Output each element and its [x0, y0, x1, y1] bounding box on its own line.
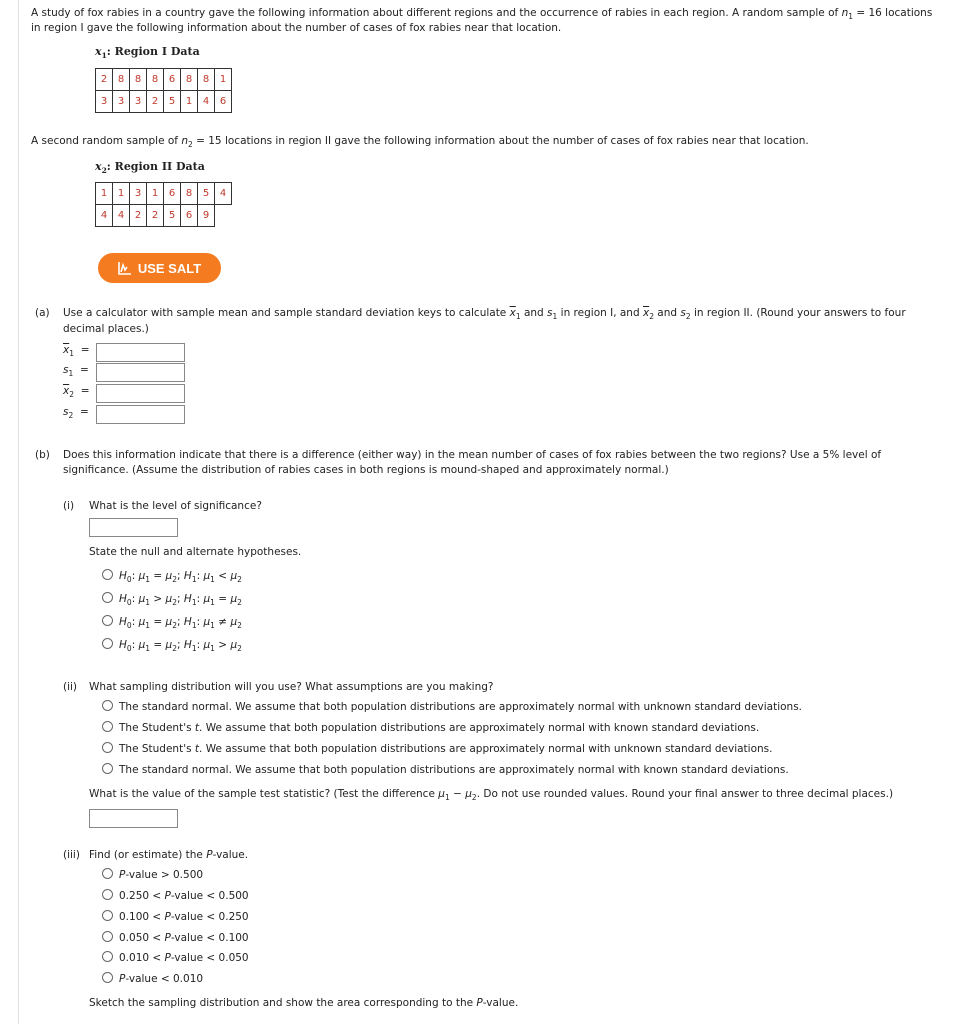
pvalue-option-2[interactable]: 0.250 < P-value < 0.500: [102, 889, 249, 902]
s2-label: $s_2$ =: [63, 406, 89, 420]
s2-input[interactable]: [96, 405, 185, 424]
radio-button[interactable]: [102, 569, 113, 580]
radio-button[interactable]: [102, 951, 113, 962]
pvalue-option-1[interactable]: P-value > 0.500: [102, 868, 203, 881]
intro-line-2: in region I gave the following information about the number of cases of fox rabies near that location.: [31, 22, 562, 34]
region2-title: $x_2$: Region II Data: [95, 160, 205, 175]
radio-button[interactable]: [102, 763, 113, 774]
hypotheses-prompt: State the null and alternate hypotheses.: [89, 546, 302, 558]
part-iii-question: Find (or estimate) the P-value.: [89, 849, 249, 861]
test-statistic-input[interactable]: [89, 809, 178, 828]
radio-button[interactable]: [102, 889, 113, 900]
distribution-option-4[interactable]: The standard normal. We assume that both population distributions are approximately normal with known standard deviations.: [102, 763, 789, 776]
intro-line-1: A study of fox rabies in a country gave the following information about different regions and the occurrence of rabies in each region. A random sample of $n_1 = 16$ locations: [31, 7, 933, 21]
part-i-label: (i): [63, 500, 75, 512]
hypothesis-option-4[interactable]: $H_0$: $\mu_1 = \mu_2$; $H_1$: $\mu_1 > \mu_2$: [102, 638, 242, 651]
part-iii-label: (iii): [63, 849, 80, 861]
radio-button[interactable]: [102, 592, 113, 603]
region1-row-1: 2 8 8 8 6 8 8 1: [96, 69, 232, 91]
hypothesis-option-1[interactable]: $H_0$: $\mu_1 = \mu_2$; $H_1$: $\mu_1 < \mu_2$: [102, 569, 242, 582]
s1-input[interactable]: [96, 363, 185, 382]
radio-button[interactable]: [102, 721, 113, 732]
x2-label: $\overline{x}_2$ =: [63, 385, 90, 399]
part-a-label: (a): [35, 307, 50, 319]
test-statistic-prompt: What is the value of the sample test statistic? (Test the difference $\mu_1 - \mu_2$. Do not use rounded values. Round your final answer to three decimal places.): [89, 788, 894, 802]
part-ii-question: What sampling distribution will you use? What assumptions are you making?: [89, 681, 494, 693]
pvalue-option-5[interactable]: 0.010 < P-value < 0.050: [102, 951, 249, 964]
radio-button[interactable]: [102, 931, 113, 942]
left-margin-line: [18, 0, 19, 1024]
region1-title: $x_1$: Region I Data: [95, 45, 200, 60]
radio-button[interactable]: [102, 742, 113, 753]
part-b-text-line-2: significance. (Assume the distribution of rabies cases in both regions is mound-shaped and approximately normal.): [63, 464, 669, 476]
pvalue-option-4[interactable]: 0.050 < P-value < 0.100: [102, 931, 249, 944]
radio-button[interactable]: [102, 972, 113, 983]
second-sample-text: A second random sample of $n_2 = 15$ locations in region II gave the following information about the number of cases of fox rabies near that location.: [31, 135, 809, 149]
x1-label: $\overline{x}_1$ =: [63, 344, 90, 358]
use-salt-button[interactable]: [98, 253, 221, 283]
region2-row-1: 1 1 3 1 6 8 5 4: [96, 183, 232, 205]
part-ii-label: (ii): [63, 681, 78, 693]
salt-chart-icon: [118, 261, 132, 275]
pvalue-option-6[interactable]: P-value < 0.010: [102, 972, 203, 985]
hypothesis-option-2[interactable]: $H_0$: $\mu_1 > \mu_2$; $H_1$: $\mu_1 = \mu_2$: [102, 592, 242, 605]
part-a-text-line-1: Use a calculator with sample mean and sample standard deviation keys to calculate $\overline{x}_1$ and $s_1$ in region I, and $\overline{x}_2$ and $s_2$ in region II. (Round your answers to four: [63, 307, 906, 321]
x2-input[interactable]: [96, 384, 185, 403]
s1-label: $s_1$ =: [63, 364, 89, 378]
radio-button[interactable]: [102, 910, 113, 921]
hypothesis-option-3[interactable]: $H_0$: $\mu_1 = \mu_2$; $H_1$: $\mu_1 \ne \mu_2$: [102, 615, 242, 628]
distribution-option-2[interactable]: The Student's t. We assume that both population distributions are approximately normal with known standard deviations.: [102, 721, 759, 734]
region2-table: [95, 182, 232, 227]
significance-input[interactable]: [89, 518, 178, 537]
pvalue-option-3[interactable]: 0.100 < P-value < 0.250: [102, 910, 249, 923]
radio-button[interactable]: [102, 868, 113, 879]
use-salt-label: USE SALT: [137, 260, 202, 276]
radio-button[interactable]: [102, 638, 113, 649]
part-a-text-line-2: decimal places.): [63, 323, 149, 335]
x1-input[interactable]: [96, 343, 185, 362]
region1-row-2: 3 3 3 2 5 1 4 6: [96, 91, 232, 113]
region2-row-2: 4 4 2 2 5 6 9: [96, 205, 232, 227]
region1-table: [95, 68, 232, 113]
radio-button[interactable]: [102, 615, 113, 626]
radio-button[interactable]: [102, 700, 113, 711]
part-b-label: (b): [35, 449, 50, 461]
part-i-question: What is the level of significance?: [89, 500, 262, 512]
distribution-option-1[interactable]: The standard normal. We assume that both population distributions are approximately normal with unknown standard deviations.: [102, 700, 802, 713]
sketch-prompt: Sketch the sampling distribution and show the area corresponding to the P-value.: [89, 997, 519, 1009]
part-b-text-line-1: Does this information indicate that there is a difference (either way) in the mean number of cases of fox rabies between the two regions? Use a 5% level of: [63, 449, 882, 461]
distribution-option-3[interactable]: The Student's t. We assume that both population distributions are approximately normal with unknown standard deviations.: [102, 742, 772, 755]
